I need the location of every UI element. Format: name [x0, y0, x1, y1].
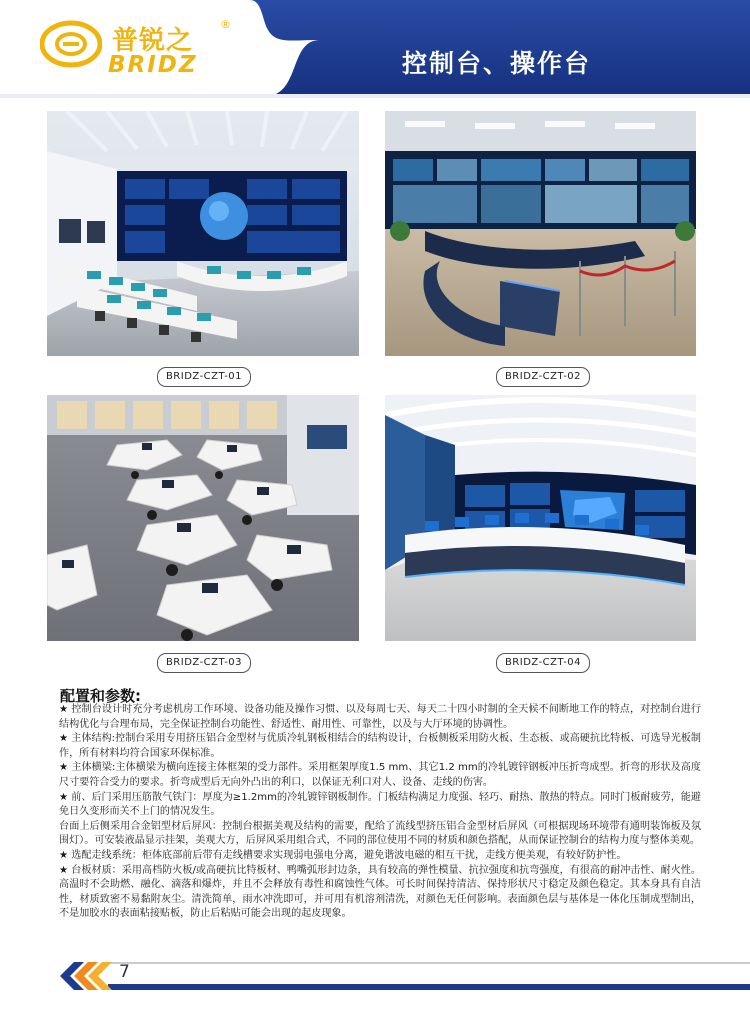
- page-number: 7: [119, 962, 130, 982]
- spec-paragraph: 台面上后侧采用合金铝型材后屏风：控制台根据美观及结构的需要，配给了流线型挤压铝合金型材后屏风（可根据现场环境带有通明装饰板及氛围灯）。可安装液晶显示挂架，美观大方，后屏风采用组合式，不同的部位使用不同的材质和颜色搭配，从而保证控制台的结构力度与整体美观。: [59, 820, 701, 847]
- spec-paragraph: ★ 主体结构:控制台采用专用挤压铝合金型材与优质冷轧钢板相结合的结构设计，台板侧板采用防火板、生态板、或高硬抗比特板、可选导光板制作，所有材料均符合国家环保标准。: [59, 733, 701, 759]
- product-photo-2: [385, 111, 696, 356]
- brand-name-cn: 普锐之: [112, 26, 194, 56]
- product-photo-3: [47, 395, 359, 641]
- photo-caption-1: BRIDZ-CZT-01: [157, 367, 251, 387]
- brand-name-en: BRIDZ: [108, 52, 198, 78]
- footer-bar: [0, 950, 750, 1009]
- spec-paragraph: ★ 选配走线系统：柜体底部前后带有走线槽要求实现弱电强电分离，避免谐波电磁的相互干扰，走线方便美观，有较好防护性。: [59, 849, 627, 861]
- photo-caption-4: BRIDZ-CZT-04: [496, 653, 590, 673]
- spec-paragraph: ★ 主体横梁:主体横梁为横向连接主体框架的受力部件。采用框架厚度1.5 mm、其它1.2 mm的冷轧镀锌钢板冲压折弯成型。折弯的形状及高度尺寸要符合受力的要求。折弯成型后无向外凸出的利口，以保证无利口对人、设备、走线的伤害。: [59, 762, 701, 788]
- spec-paragraph: ★ 台板材质：采用高档防火板/或高硬抗比特板材、鸭嘴弧形封边条，具有较高的弹性模量、抗拉强度和抗弯强度，有很高的耐冲击性、耐火性。高温时不会助燃、融化、滴落和爆炸，并且不会释放有毒性和腐蚀性气体。可长时间保持清洁、保持形状尺寸稳定及颜色稳定。其本身具有自洁性，材质致密不易黏附灰尘。清洗简单，雨水冲洗即可，并可用有机溶剂清洗，对颜色无任何影响。表面颜色层与基体是一体化压制成型制出，不是加胶水的表面粘接贴板，防止后粘贴可能会出现的起皮现象。: [59, 864, 701, 920]
- page-header: [0, 0, 750, 98]
- brand-logo: [40, 20, 240, 80]
- spec-section-title: 配置和参数:: [60, 687, 141, 705]
- page-footer: [0, 950, 750, 1009]
- product-photo-1: [47, 111, 359, 356]
- spec-paragraph: ★ 前、后门采用压筋散气铁门：厚度为≥1.2mm的冷轧镀锌钢板制作。门板结构满足力度强、轻巧、耐热、散热的特点。同时门板耐疲劳，能避免日久变形而关不上门的情况发生。: [59, 791, 701, 818]
- spec-body: [59, 703, 701, 922]
- page-title: 控制台、操作台: [402, 49, 592, 78]
- photo-caption-2: BRIDZ-CZT-02: [496, 367, 590, 387]
- logo-mark-icon: [40, 20, 102, 68]
- registered-mark: ®: [220, 18, 231, 31]
- photo-caption-3: BRIDZ-CZT-03: [157, 653, 251, 673]
- product-photo-4: [385, 395, 696, 641]
- spec-paragraph: ★ 控制台设计时充分考虑机房工作环境、设备功能及操作习惯、以及每周七天、每天二十四小时制的全天候不间断地工作的特点，对控制台进行结构优化与合理布局，完全保证控制台功能性、舒适性、耐用性、可靠性，以及与大厅环境的协调性。: [59, 704, 701, 730]
